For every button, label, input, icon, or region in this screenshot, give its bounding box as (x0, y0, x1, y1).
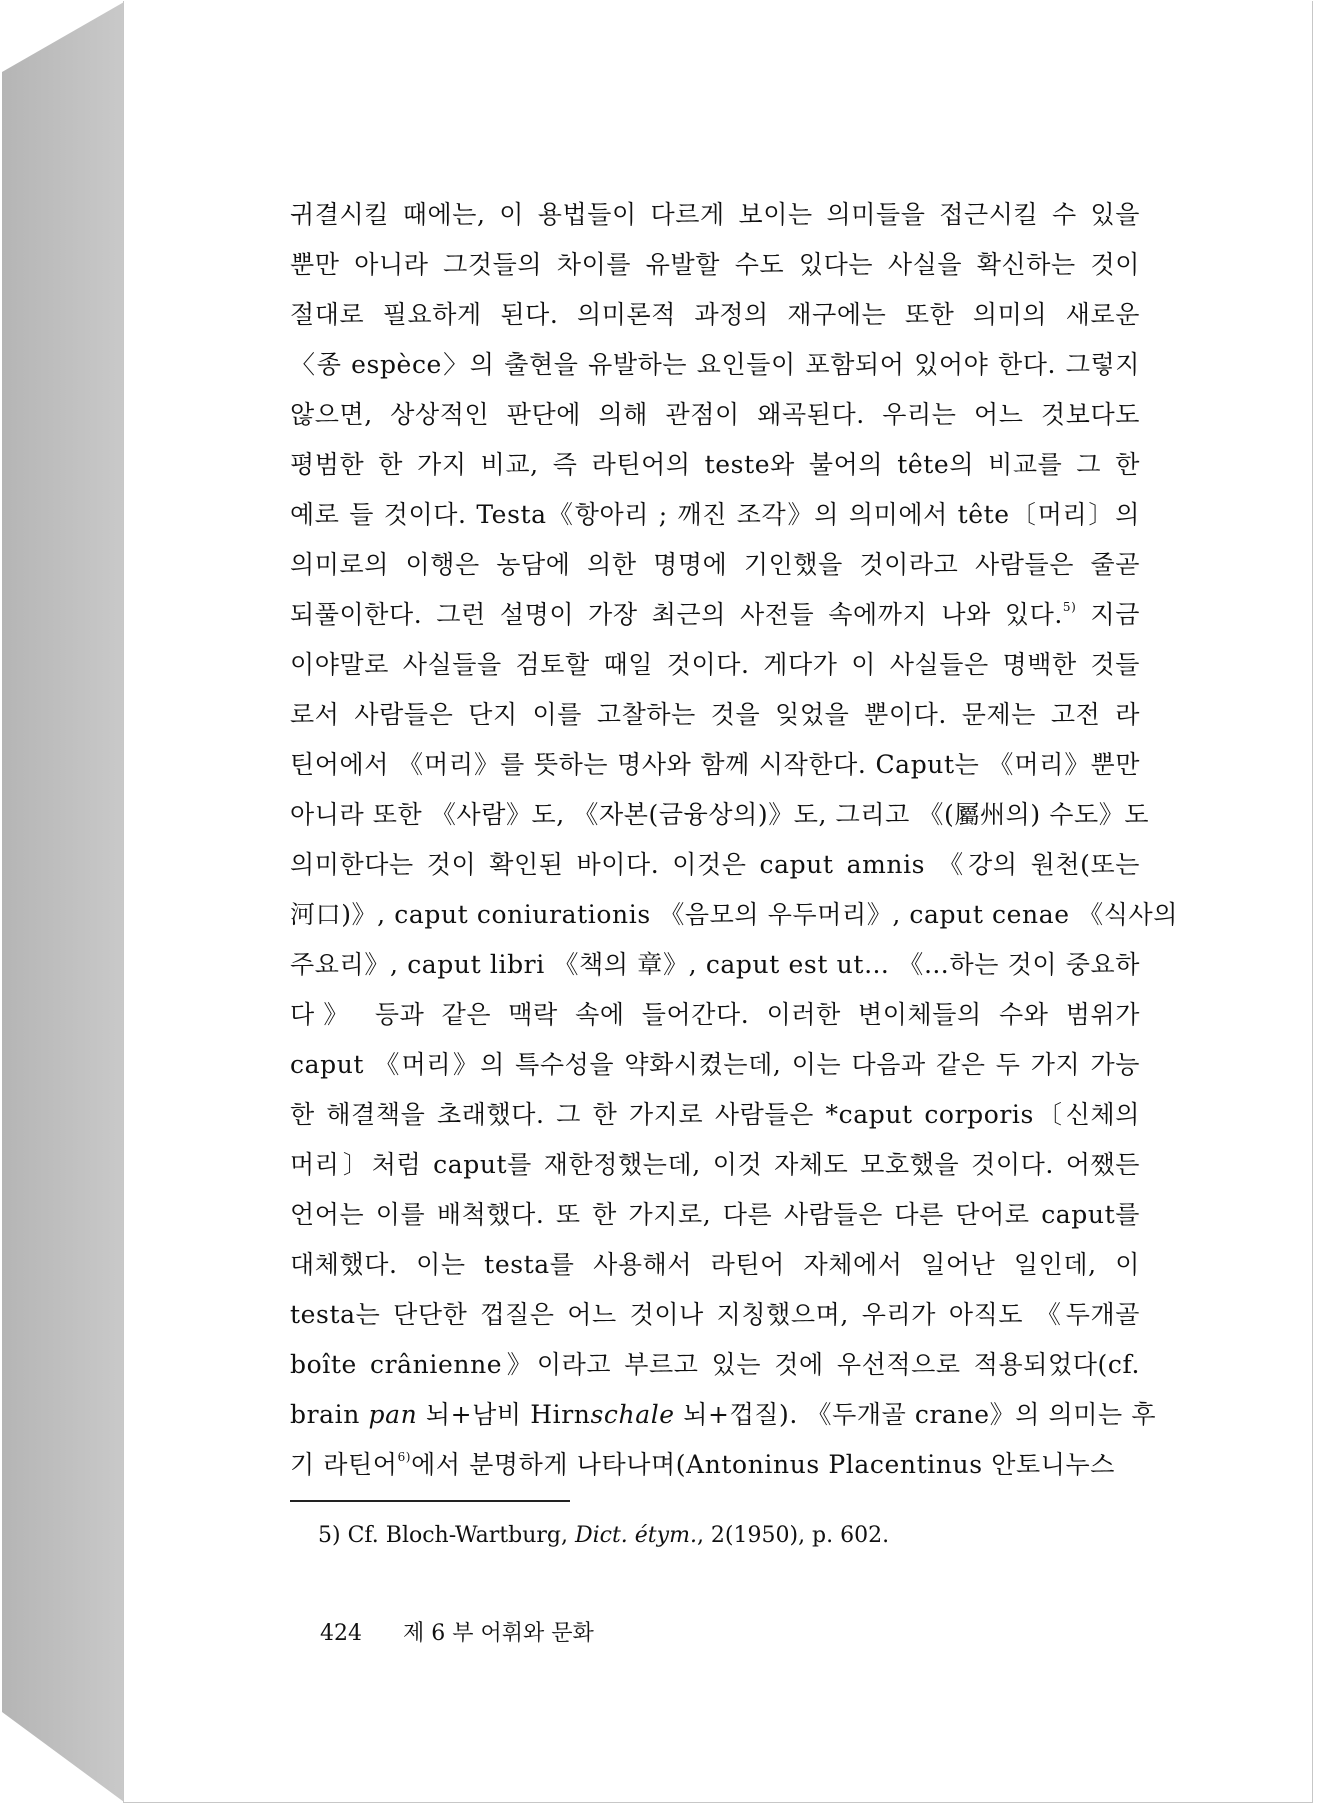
footnote-number: 5) (318, 1523, 341, 1548)
text-line: 이야말로 사실들을 검토할 때일 것이다. 게다가 이 사실들은 명백한 것들 (290, 650, 1140, 679)
page-footer (320, 1616, 594, 1647)
text-line: 다》 등과 같은 맥락 속에 들어간다. 이러한 변이체들의 수와 범위가 (290, 1000, 1140, 1029)
text-line: 의미로의 이행은 농담에 의한 명명에 기인했을 것이라고 사람들은 줄곧 (290, 550, 1140, 579)
footnote-5 (318, 1523, 889, 1548)
text-line: 아니라 또한 《사람》도, 《자본(금융상의)》도, 그리고 《(屬州의) 수도》도 (290, 800, 1150, 829)
footnote-title: Dict. étym. (574, 1523, 697, 1548)
page-number: 424 (320, 1621, 362, 1646)
text-line (290, 590, 1140, 640)
text-line (290, 1440, 1140, 1490)
text-line (290, 1390, 1157, 1440)
text-segment: 기 라틴어 (290, 1450, 398, 1479)
text-line: 뿐만 아니라 그것들의 차이를 유발할 수도 있다는 사실을 확신하는 것이 (290, 250, 1140, 279)
text-segment-italic: pan (368, 1400, 418, 1429)
text-line: 주요리》, caput libri 《책의 章》, caput est ut… 《…하는 것이 중요하 (290, 950, 1140, 979)
section-title: 제 6 부 어휘와 문화 (403, 1621, 594, 1646)
body-text (290, 190, 1179, 1490)
text-line: 않으면, 상상적인 판단에 의해 관점이 왜곡된다. 우리는 어느 것보다도 (290, 400, 1140, 429)
text-segment-italic: schale (590, 1400, 675, 1429)
text-segment: 뇌+남비 Hirn (425, 1400, 591, 1429)
text-line: 〈종 espèce〉의 출현을 유발하는 요인들이 포함되어 있어야 한다. 그렇지 (290, 350, 1140, 379)
text-line: 로서 사람들은 단지 이를 고찰하는 것을 잊었을 뿐이다. 문제는 고전 라 (290, 700, 1140, 729)
text-line: 대체했다. 이는 testa를 사용해서 라틴어 자체에서 일어난 일인데, 이 (290, 1250, 1140, 1279)
footnote-text: Cf. Bloch-Wartburg, (347, 1523, 568, 1548)
text-segment: 지금 (1090, 600, 1140, 629)
text-line: 의미한다는 것이 확인된 바이다. 이것은 caput amnis 《강의 원천(또는 (290, 850, 1140, 879)
text-line: testa는 단단한 껍질은 어느 것이나 지칭했으며, 우리가 아직도 《두개골 (290, 1300, 1140, 1329)
text-line: 틴어에서 《머리》를 뜻하는 명사와 함께 시작한다. Caput는 《머리》뿐만 (290, 750, 1140, 779)
text-line: 머리〕처럼 caput를 재한정했는데, 이것 자체도 모호했을 것이다. 어쨌든 (290, 1150, 1140, 1179)
text-segment: 뇌+껍질). 《두개골 crane》의 의미는 후 (683, 1400, 1157, 1429)
text-segment: 에서 분명하게 나타나며(Antoninus Placentinus 안토니누스 (411, 1450, 1115, 1479)
text-line: 언어는 이를 배척했다. 또 한 가지로, 다른 사람들은 다른 단어로 caput를 (290, 1200, 1140, 1229)
text-line: boîte crânienne》이라고 부르고 있는 것에 우선적으로 적용되었다(cf. (290, 1350, 1140, 1379)
text-line: 귀결시킬 때에는, 이 용법들이 다르게 보이는 의미들을 접근시킬 수 있을 (290, 200, 1140, 229)
text-line: 예로 들 것이다. Testa《항아리 ; 깨진 조각》의 의미에서 tête〔머리〕의 (290, 500, 1140, 529)
footnote-ref-5: 5) (1062, 600, 1077, 614)
text-line: 평범한 한 가지 비교, 즉 라틴어의 teste와 불어의 tête의 비교를 그 한 (290, 450, 1140, 479)
footnote-text: , 2(1950), p. 602. (696, 1523, 890, 1548)
text-line: 한 해결책을 초래했다. 그 한 가지로 사람들은 *caput corporis〔신체의 (290, 1100, 1140, 1129)
text-line: caput 《머리》의 특수성을 약화시켰는데, 이는 다음과 같은 두 가지 가능 (290, 1050, 1140, 1079)
text-line: 河口)》, caput coniurationis 《음모의 우두머리》, caput cenae 《식사의 (290, 900, 1179, 929)
footnote-ref-6: 6) (397, 1450, 412, 1464)
footnote-divider (290, 1500, 570, 1502)
text-segment: brain (290, 1400, 360, 1429)
text-line: 절대로 필요하게 된다. 의미론적 과정의 재구에는 또한 의미의 새로운 (290, 300, 1140, 329)
text-segment: 되풀이한다. 그런 설명이 가장 최근의 사전들 속에까지 나와 있다. (290, 600, 1063, 629)
